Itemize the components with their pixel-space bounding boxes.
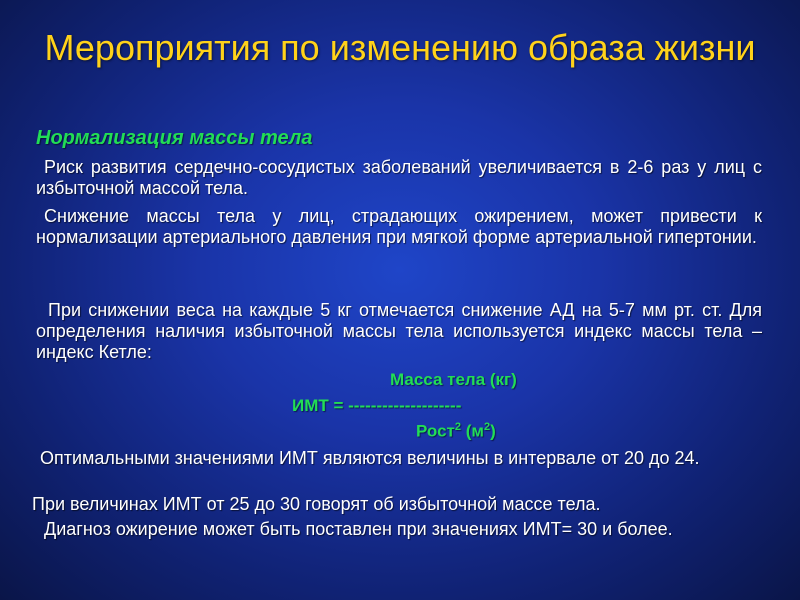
formula-denominator-exp: 2 <box>454 421 461 433</box>
formula-denominator-unit-exp: 2 <box>483 421 491 433</box>
slide-subtitle: Нормализация массы тела <box>36 127 313 149</box>
paragraph-risk: Риск развития сердечно-сосудистых заболеваний увеличивается в 2-6 раз у лиц с избыточной массой тела. <box>36 157 762 198</box>
formula-line <box>292 396 461 416</box>
formula-denominator-unit-close: ) <box>490 421 496 441</box>
formula-fraction-line: -------------------- <box>348 396 462 415</box>
formula-denominator-text: Рост <box>416 421 455 441</box>
paragraph-bmi-intro: При снижении веса на каждые 5 кг отмечается снижение АД на 5-7 мм рт. ст. Для определения наличия избыточной массы тела используется индекс массы тела – индекс Кетле: <box>36 300 762 362</box>
slide-title: Мероприятия по изменению образа жизни <box>44 27 756 68</box>
paragraph-overweight: При величинах ИМТ от 25 до 30 говорят об избыточной массе тела. <box>32 494 601 514</box>
paragraph-weight-loss: Снижение массы тела у лиц, страдающих ожирением, может привести к нормализации артериального давления при мягкой форме артериальной гипертонии. <box>36 206 762 247</box>
paragraph-optimal-bmi: Оптимальными значениями ИМТ являются величины в интервале от 20 до 24. <box>40 448 700 468</box>
formula-lhs: ИМТ = <box>292 396 349 415</box>
formula-denominator-unit-open: (м <box>460 421 484 441</box>
paragraph-obesity: Диагноз ожирение может быть поставлен при значениях ИМТ= 30 и более. <box>44 519 673 539</box>
formula-numerator: Масса тела (кг) <box>390 370 517 389</box>
formula-denominator <box>416 421 496 442</box>
